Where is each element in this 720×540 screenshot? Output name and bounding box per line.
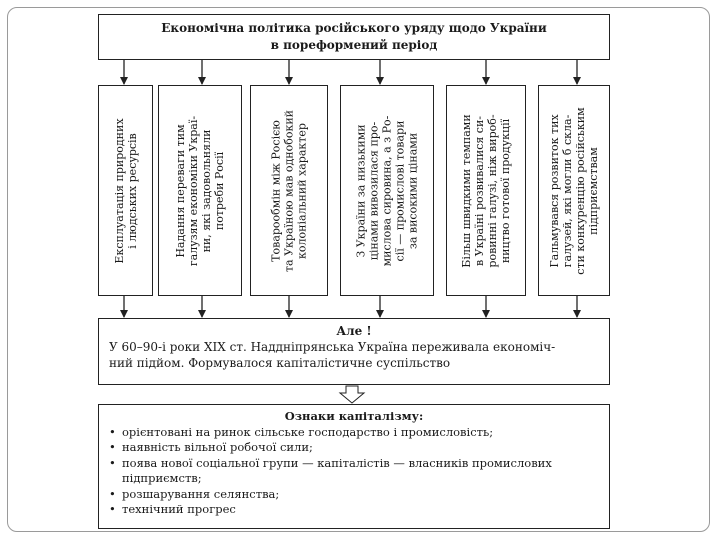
column-line: колоніальний характер [295,122,309,259]
list-item [107,440,601,456]
signs-title: Ознаки капіталізму: [284,409,424,423]
bullet-icon: • [109,502,116,516]
column-text [355,89,420,292]
column-text [174,89,226,292]
title-line: в пореформений період [270,38,438,52]
column-raw-materials [340,85,434,296]
list-item-text: орієнтовані на ринок сільське господарство і промисловість; [122,424,494,439]
column-line: за високими цінами [406,132,420,249]
but-line: ний підйом. Формувалося капіталістичне суспільство [109,356,451,370]
bullet-icon: • [109,486,116,501]
but-box [98,318,610,385]
column-hindered-industries [538,85,610,296]
bullet-icon: • [109,424,116,439]
column-exploitation [98,85,153,296]
column-line: Експлуатація природних [112,117,126,264]
list-item-text: технічний прогрес [122,502,236,516]
but-line: У 60–90-і роки ХІХ ст. Наддніпрянська Україна переживала економіч- [109,340,556,354]
column-line: потреби Росії [213,151,226,230]
but-body [109,339,599,371]
list-item-text: розшарування селянства; [122,486,280,501]
list-item [107,456,601,487]
column-trade [250,85,328,296]
diagram-title [98,14,610,60]
list-item [107,487,601,503]
title-line: Економічна політика російського уряду щодо України [161,21,547,35]
capitalism-signs-box [98,404,610,529]
bullet-icon: • [109,440,116,454]
list-item-text: поява нової соціальної групи — капіталістів — власників промислових [122,455,552,470]
hollow-arrow-icon [340,386,364,403]
list-item [107,425,601,441]
column-line: Товарообмін між Росією [269,119,283,262]
column-raw-industries [446,85,526,296]
column-priority [158,85,242,296]
column-text [548,89,600,292]
column-line: сії — промислові товари [393,120,407,261]
column-line: ни, які задовольняли [200,129,213,252]
column-line: сти конкуренцію російським [574,106,587,275]
column-line: Гальмувався розвиток тих [548,113,561,268]
list-item [107,502,601,518]
column-line: галузей, які могли б скла- [561,114,574,267]
column-line: цінами вивозилася про- [367,121,381,260]
column-line: підприємствам [587,146,600,235]
column-text [113,89,139,292]
column-text [460,89,512,292]
bullet-icon: • [109,455,116,470]
column-line: Надання переваги тим [174,123,187,258]
but-title: Але ! [336,324,372,338]
column-line: Більш швидкими темпами [460,113,473,268]
column-line: і людських ресурсів [125,132,139,249]
column-line: мислова сировина, а з Ро- [380,115,394,266]
list-item-text: підприємств; [122,471,202,485]
column-line: галузям економіки Украї- [187,115,200,266]
column-text [270,89,309,292]
column-line: та Україною мав однобокий [282,109,296,272]
column-line: в Україні розвивалися си- [473,115,486,266]
column-line: З України за низькими [354,123,368,258]
column-line: ровинні галузі, ніж вироб- [486,113,499,268]
column-line: ництво готової продукції [499,118,512,263]
list-item-text: наявність вільної робочої сили; [122,440,313,454]
